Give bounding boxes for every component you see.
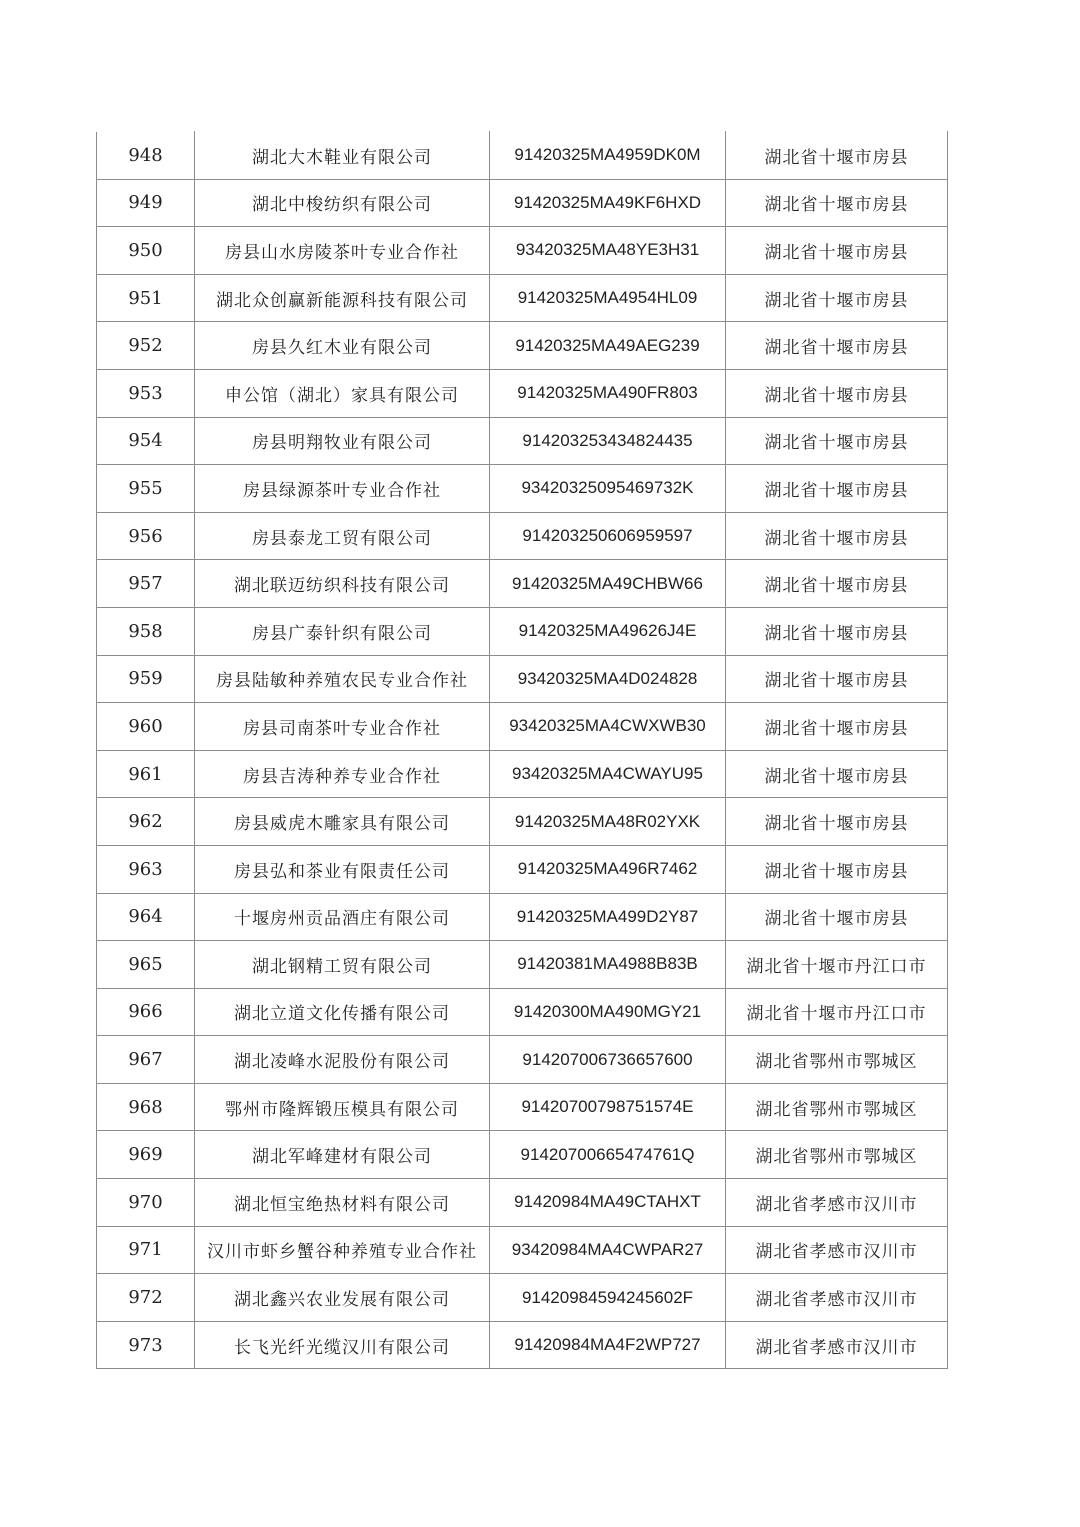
- company-name-cell: 湖北恒宝绝热材料有限公司: [195, 1179, 490, 1227]
- table-row: [97, 750, 948, 798]
- table-row: [97, 655, 948, 703]
- table-row: [97, 798, 948, 846]
- credit-code-cell: 93420325MA4CWAYU95: [490, 750, 726, 798]
- company-name-cell: 鄂州市隆辉锻压模具有限公司: [195, 1083, 490, 1131]
- table-row: [97, 322, 948, 370]
- region-cell: 湖北省十堰市房县: [726, 798, 948, 846]
- credit-code-cell: 91420325MA499D2Y87: [490, 893, 726, 941]
- credit-code-cell: 91420325MA49KF6HXD: [490, 179, 726, 227]
- credit-code-cell: 91420325MA496R7462: [490, 845, 726, 893]
- table-row: [97, 465, 948, 513]
- row-number-cell: 964: [97, 893, 195, 941]
- credit-code-cell: 91420700665474761Q: [490, 1131, 726, 1179]
- row-number-cell: 957: [97, 560, 195, 608]
- row-number-cell: 956: [97, 512, 195, 560]
- region-cell: 湖北省孝感市汉川市: [726, 1226, 948, 1274]
- table-row: [97, 512, 948, 560]
- row-number-cell: 970: [97, 1179, 195, 1227]
- credit-code-cell: 91420325MA48R02YXK: [490, 798, 726, 846]
- row-number-cell: 965: [97, 941, 195, 989]
- credit-code-cell: 91420325MA49AEG239: [490, 322, 726, 370]
- row-number-cell: 967: [97, 1036, 195, 1084]
- company-name-cell: 房县明翔牧业有限公司: [195, 417, 490, 465]
- row-number-cell: 953: [97, 369, 195, 417]
- region-cell: 湖北省十堰市房县: [726, 750, 948, 798]
- enterprise-table: [96, 131, 948, 1369]
- row-number-cell: 971: [97, 1226, 195, 1274]
- company-name-cell: 十堰房州贡品酒庄有限公司: [195, 893, 490, 941]
- region-cell: 湖北省孝感市汉川市: [726, 1179, 948, 1227]
- region-cell: 湖北省十堰市房县: [726, 274, 948, 322]
- table-row: [97, 1083, 948, 1131]
- company-name-cell: 房县久红木业有限公司: [195, 322, 490, 370]
- region-cell: 湖北省十堰市丹江口市: [726, 941, 948, 989]
- table-row: [97, 988, 948, 1036]
- row-number-cell: 963: [97, 845, 195, 893]
- row-number-cell: 958: [97, 607, 195, 655]
- credit-code-cell: 91420325MA490FR803: [490, 369, 726, 417]
- table-body: [97, 132, 948, 1369]
- table-row: [97, 179, 948, 227]
- company-name-cell: 汉川市虾乡蟹谷种养殖专业合作社: [195, 1226, 490, 1274]
- table-row: [97, 1321, 948, 1369]
- region-cell: 湖北省十堰市房县: [726, 132, 948, 180]
- credit-code-cell: 91420700798751574E: [490, 1083, 726, 1131]
- region-cell: 湖北省鄂州市鄂城区: [726, 1131, 948, 1179]
- region-cell: 湖北省十堰市房县: [726, 560, 948, 608]
- region-cell: 湖北省十堰市房县: [726, 322, 948, 370]
- row-number-cell: 948: [97, 132, 195, 180]
- company-name-cell: 湖北钢精工贸有限公司: [195, 941, 490, 989]
- credit-code-cell: 914203253434824435: [490, 417, 726, 465]
- table-row: [97, 703, 948, 751]
- company-name-cell: 长飞光纤光缆汉川有限公司: [195, 1321, 490, 1369]
- credit-code-cell: 91420984MA4F2WP727: [490, 1321, 726, 1369]
- credit-code-cell: 91420325MA4959DK0M: [490, 132, 726, 180]
- company-name-cell: 房县陆敏种养殖农民专业合作社: [195, 655, 490, 703]
- row-number-cell: 955: [97, 465, 195, 513]
- credit-code-cell: 91420381MA4988B83B: [490, 941, 726, 989]
- table-row: [97, 1274, 948, 1322]
- table-row: [97, 1179, 948, 1227]
- credit-code-cell: 93420984MA4CWPAR27: [490, 1226, 726, 1274]
- row-number-cell: 950: [97, 227, 195, 275]
- table-row: [97, 845, 948, 893]
- table-row: [97, 607, 948, 655]
- row-number-cell: 952: [97, 322, 195, 370]
- region-cell: 湖北省孝感市汉川市: [726, 1321, 948, 1369]
- region-cell: 湖北省十堰市房县: [726, 417, 948, 465]
- company-name-cell: 房县威虎木雕家具有限公司: [195, 798, 490, 846]
- row-number-cell: 968: [97, 1083, 195, 1131]
- table-row: [97, 369, 948, 417]
- row-number-cell: 962: [97, 798, 195, 846]
- region-cell: 湖北省鄂州市鄂城区: [726, 1083, 948, 1131]
- company-name-cell: 房县泰龙工贸有限公司: [195, 512, 490, 560]
- company-name-cell: 房县司南茶叶专业合作社: [195, 703, 490, 751]
- table-row: [97, 560, 948, 608]
- region-cell: 湖北省鄂州市鄂城区: [726, 1036, 948, 1084]
- credit-code-cell: 91420984594245602F: [490, 1274, 726, 1322]
- credit-code-cell: 93420325MA48YE3H31: [490, 227, 726, 275]
- company-name-cell: 湖北中梭纺织有限公司: [195, 179, 490, 227]
- region-cell: 湖北省十堰市房县: [726, 512, 948, 560]
- company-name-cell: 湖北联迈纺织科技有限公司: [195, 560, 490, 608]
- table-row: [97, 1226, 948, 1274]
- row-number-cell: 972: [97, 1274, 195, 1322]
- credit-code-cell: 91420300MA490MGY21: [490, 988, 726, 1036]
- row-number-cell: 960: [97, 703, 195, 751]
- credit-code-cell: 93420325MA4D024828: [490, 655, 726, 703]
- region-cell: 湖北省十堰市房县: [726, 845, 948, 893]
- credit-code-cell: 91420325MA49CHBW66: [490, 560, 726, 608]
- table-row: [97, 274, 948, 322]
- company-name-cell: 房县弘和茶业有限责任公司: [195, 845, 490, 893]
- table-row: [97, 893, 948, 941]
- company-name-cell: 房县吉涛种养专业合作社: [195, 750, 490, 798]
- company-name-cell: 申公馆（湖北）家具有限公司: [195, 369, 490, 417]
- credit-code-cell: 93420325095469732K: [490, 465, 726, 513]
- region-cell: 湖北省十堰市房县: [726, 703, 948, 751]
- region-cell: 湖北省十堰市房县: [726, 893, 948, 941]
- table-row: [97, 1036, 948, 1084]
- row-number-cell: 949: [97, 179, 195, 227]
- row-number-cell: 969: [97, 1131, 195, 1179]
- row-number-cell: 966: [97, 988, 195, 1036]
- row-number-cell: 951: [97, 274, 195, 322]
- credit-code-cell: 91420325MA4954HL09: [490, 274, 726, 322]
- company-name-cell: 房县绿源茶叶专业合作社: [195, 465, 490, 513]
- company-name-cell: 房县山水房陵茶叶专业合作社: [195, 227, 490, 275]
- company-name-cell: 湖北大木鞋业有限公司: [195, 132, 490, 180]
- credit-code-cell: 93420325MA4CWXWB30: [490, 703, 726, 751]
- credit-code-cell: 914207006736657600: [490, 1036, 726, 1084]
- row-number-cell: 961: [97, 750, 195, 798]
- table-row: [97, 941, 948, 989]
- region-cell: 湖北省十堰市房县: [726, 179, 948, 227]
- company-name-cell: 湖北鑫兴农业发展有限公司: [195, 1274, 490, 1322]
- credit-code-cell: 914203250606959597: [490, 512, 726, 560]
- credit-code-cell: 91420325MA49626J4E: [490, 607, 726, 655]
- credit-code-cell: 91420984MA49CTAHXT: [490, 1179, 726, 1227]
- region-cell: 湖北省十堰市房县: [726, 369, 948, 417]
- company-name-cell: 湖北军峰建材有限公司: [195, 1131, 490, 1179]
- region-cell: 湖北省十堰市房县: [726, 655, 948, 703]
- table-row: [97, 132, 948, 180]
- company-name-cell: 湖北众创赢新能源科技有限公司: [195, 274, 490, 322]
- region-cell: 湖北省十堰市房县: [726, 227, 948, 275]
- company-name-cell: 湖北凌峰水泥股份有限公司: [195, 1036, 490, 1084]
- row-number-cell: 959: [97, 655, 195, 703]
- region-cell: 湖北省十堰市丹江口市: [726, 988, 948, 1036]
- row-number-cell: 973: [97, 1321, 195, 1369]
- region-cell: 湖北省孝感市汉川市: [726, 1274, 948, 1322]
- region-cell: 湖北省十堰市房县: [726, 465, 948, 513]
- row-number-cell: 954: [97, 417, 195, 465]
- table-row: [97, 417, 948, 465]
- table-row: [97, 1131, 948, 1179]
- region-cell: 湖北省十堰市房县: [726, 607, 948, 655]
- table-row: [97, 227, 948, 275]
- company-name-cell: 房县广泰针织有限公司: [195, 607, 490, 655]
- company-name-cell: 湖北立道文化传播有限公司: [195, 988, 490, 1036]
